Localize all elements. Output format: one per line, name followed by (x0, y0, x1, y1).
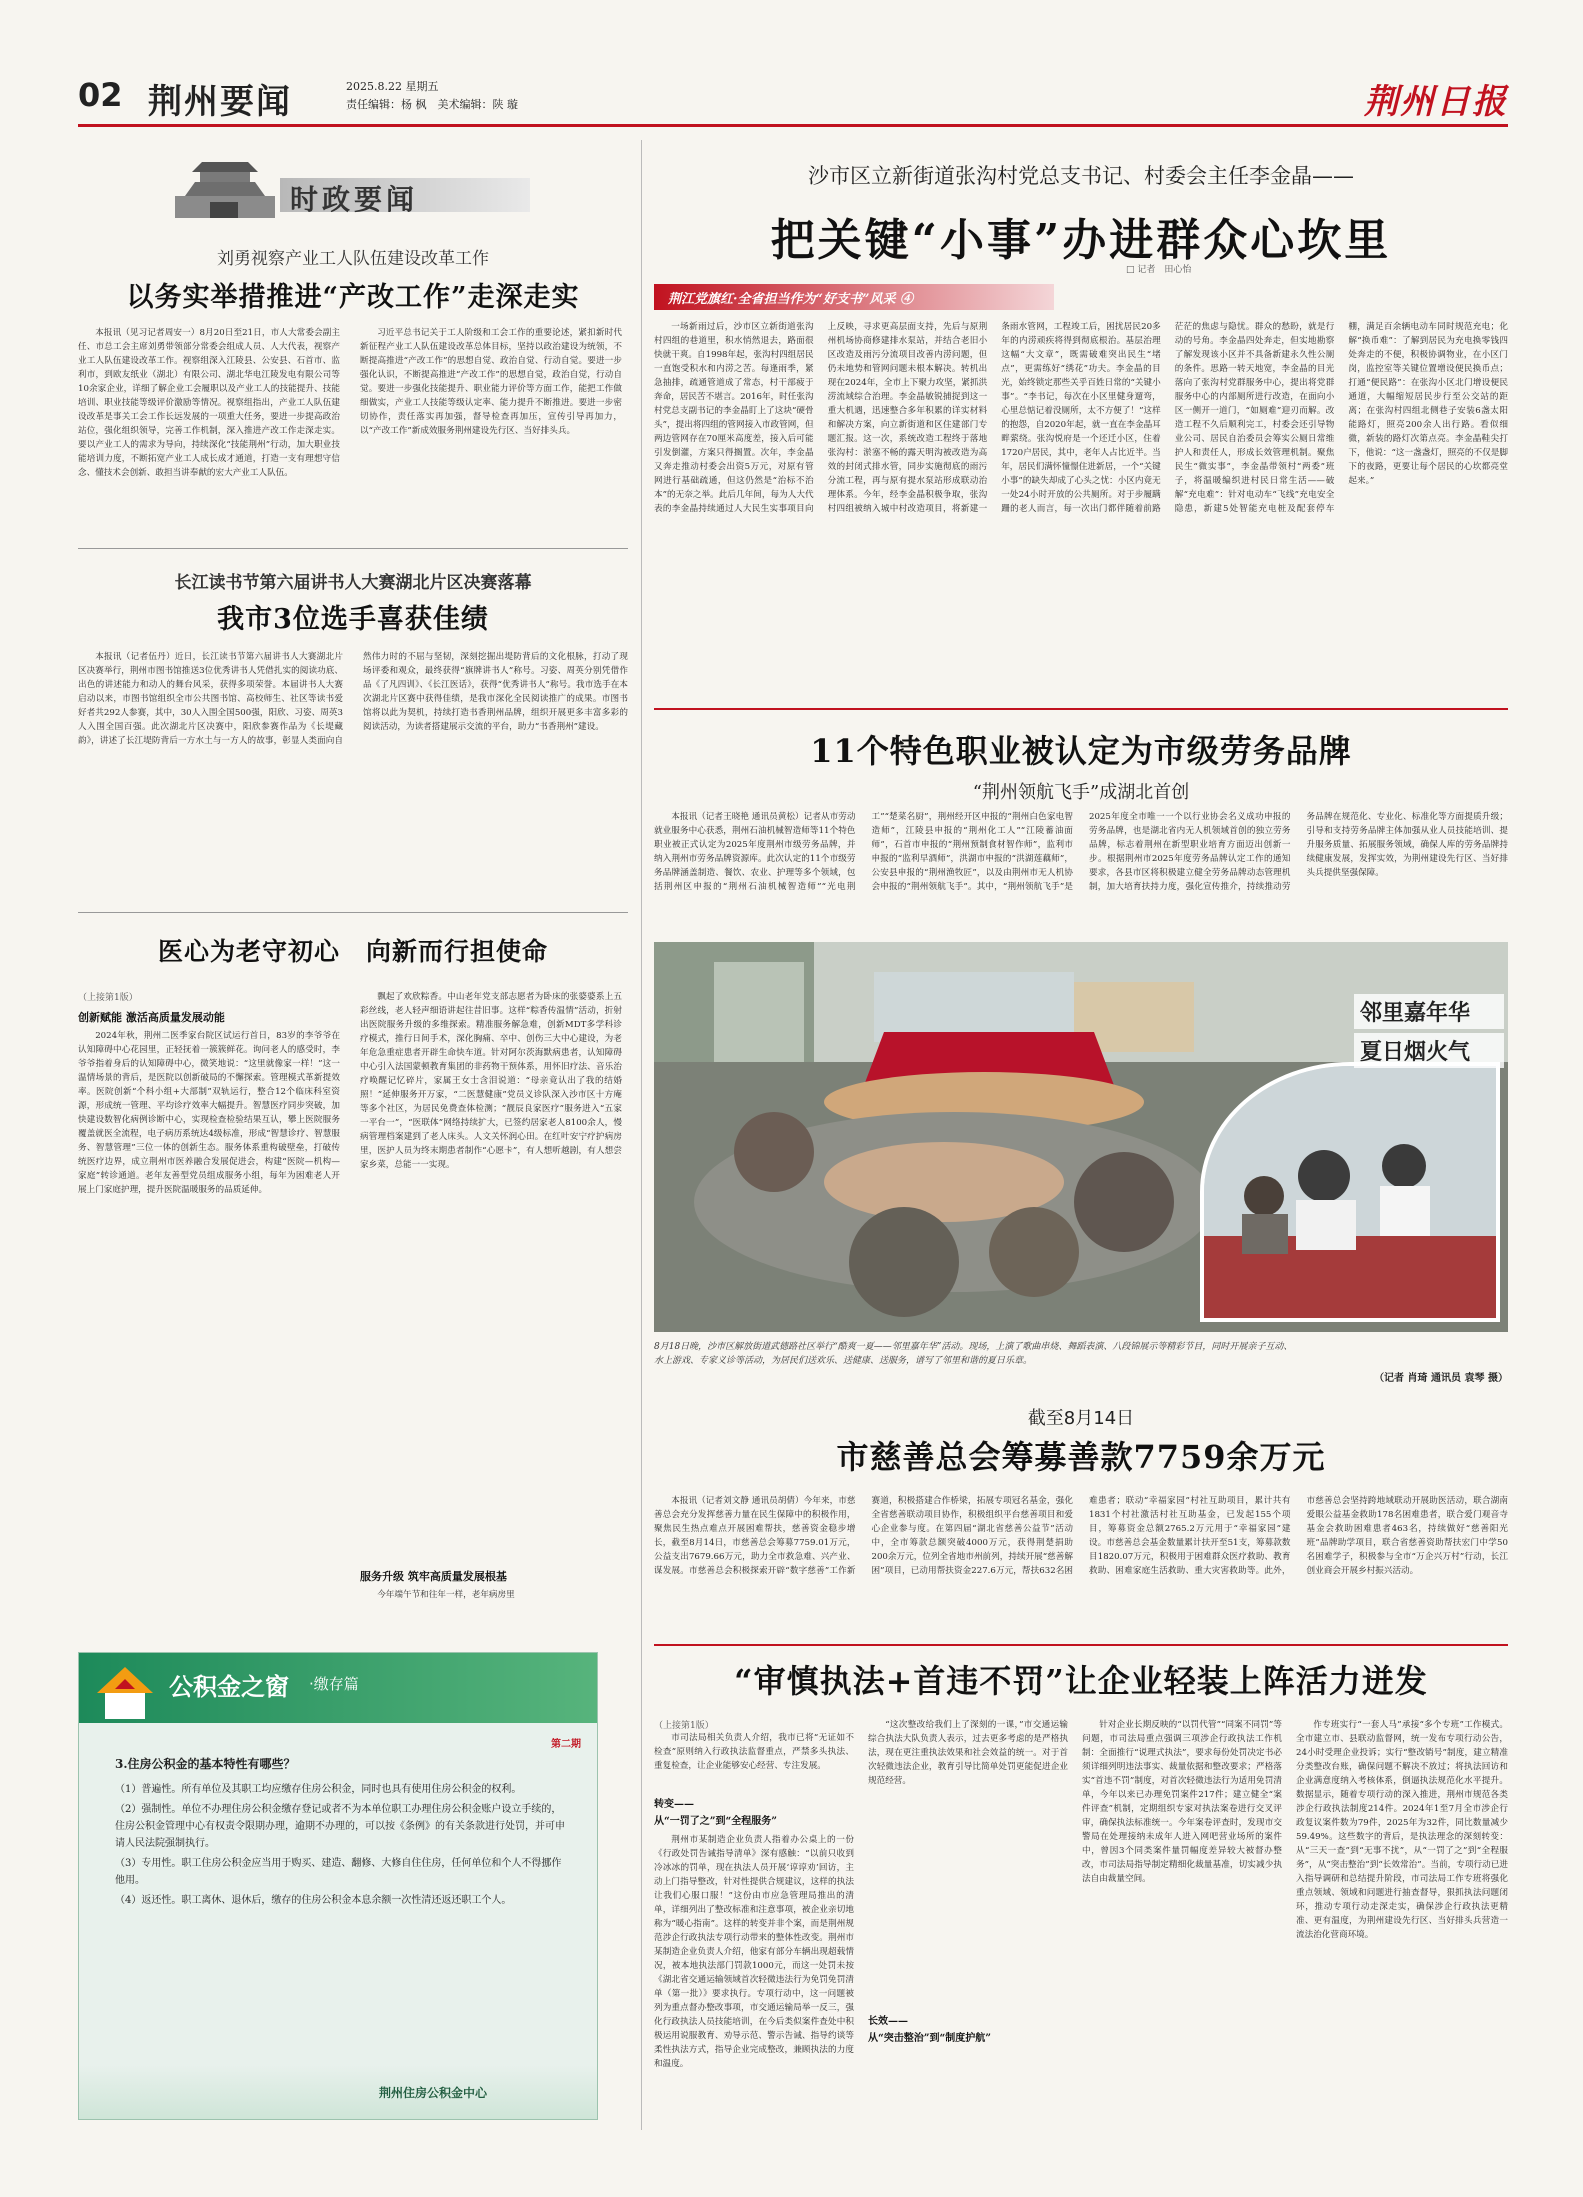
newspaper-logo: 荆州日报 (1364, 82, 1508, 122)
hpf-item: （2）强制性。单位不办理住房公积金缴存登记或者不为本单位职工办理住房公积金账户设立手续的，住房公积金管理中心有权责令限期办理，逾期不办理的，可以按《条例》的有关条款进行处罚，并可申请人民法院强制执行。 (115, 1804, 565, 1849)
article-body: 作专班实行“一套人马”承接“多个专班”工作模式。全市建立市、县联动监督网，统一发布专项行动公告，24小时受理企业投诉；实行“整改销号”制度，建立精准分类整改台账，确保问题不解决不放过；将执法回访和企业满意度纳入考核体系，倒逼执法规范化水平提升。数据显示，随着专项行动的深入推进，荆州市规范各类涉企行政执法制度214件。2024年1至7月全市涉企行政复议案件数为79件，2025年为32件，同比数量减少59.49%。这些数字的背后，是执法理念的深刻转变：从“三天一查”到“无事不扰”，从“一罚了之”到“全程服务”，从“突击整治”到“长效常治”。当前，专项行动已进入指导调研和总结提升阶段，市司法局工作专班将强化重点领域、领域和问题进行抽查督导，狠抓执法问题闭环，推动专项行动走深走实，确保涉企行政执法更精准、更有温度，为荆州建设先行区、当好排头兵营造一流法治化营商环境。 (1296, 1720, 1508, 1940)
section-title: 荆州要闻 (148, 82, 292, 122)
article-kicker: 沙市区立新街道张沟村党总支书记、村委会主任李金晶—— (808, 164, 1354, 188)
clinic-photo (1204, 1066, 1500, 1322)
section-subhead: 从“一罚了之”到“全程服务” (654, 1816, 778, 1827)
shizheng-label: 时政要闻 (290, 183, 419, 216)
article-subheadline: “荆州领航飞手”成湖北首创 (972, 782, 1190, 803)
article-body: 本报讯（记者王晓艳 通讯员黄松）记者从市劳动就业服务中心获悉，荆州石油机械智造师等11个特色职业被正式认定为2025年度荆州市级劳务品牌，并纳入荆州市劳务品牌资源库。此次认定的11个市级劳务品牌涵盖制造、餐饮、农业、护理等多个领域，包括荆州区申报的“荆州石油机械智造师”“光电荆工”“楚菜名厨”，荆州经开区申报的“荆州白色家电智造师”，江陵县申报的“荆州化工人”“江陵蓄油面师”，石首市申报的“荆州预制食材智作师”，监利市申报的“监利早酒师”，洪湖市申报的“洪湖莲藕师”，公安县申报的“荆州渔牧匠”，以及由荆州市无人机协会申报的“荆州领航飞手”。其中，“荆州领航飞手”是2025年度全市唯一一个以行业协会名义成功申报的劳务品牌，也是湖北省内无人机领域首创的独立劳务品牌，标志着荆州在新型职业培育方面迈出创新一步。根据荆州市2025年度劳务品牌认定工作的通知要求，各县市区将积极建立健全劳务品牌动态管理机制，加大培育扶持力度，强化宣传推介，持续推动劳务品牌在规范化、专业化、标准化等方面提质升级；引导和支持劳务品牌主体加强从业人员技能培训、提升服务质量、拓展服务领域，确保人库的劳务品牌持续健康发展，发挥实效，为荆州建设先行区、当好排头兵提供坚强保障。 (654, 812, 1508, 892)
article-law-enforcement (654, 1656, 1508, 2126)
article-headline: “审慎执法+首违不罚”让企业轻装上阵活力迸发 (734, 1662, 1428, 1700)
article-body: 本报讯（见习记者周安一）8月20日至21日，市人大常委会副主任、市总工会主席刘勇带领部分常委会组成人员、人大代表，视察产业工人队伍建设改革工作。视察组深入江陵县、公安县、石首市、监利市，到欧友纸业（湖北）有限公司、湖北华电江陵发电有限公司等10余家企业，详细了解企业工会履职以及产业工人的技能提升、技能培训、职业技能等级评价激励等情况。视察组指出，产业工人队伍建设改革是事关工会工作长远发展的一项重大任务，要进一步提高政治站位，强化组织领导，完善工作机制，深入推进产改工作走深走实。要以产业工人的需求为导向，持续深化“技能荆州”行动，加大职业技能培训力度，不断拓宽产业工人成长成才通道，打造一支有理想守信念、懂技术会创新、敢担当讲奉献的宏大产业工人队伍。 (78, 328, 340, 478)
photo-inset (1200, 1062, 1500, 1322)
article-headline: 医心为老守初心 向新而行担使命 (157, 937, 548, 966)
article-body: 本报讯（记者伍丹）近日，长江读书节第六届讲书人大赛湖北片区决赛举行，荆州市图书馆推送3位优秀讲书人凭借扎实的阅读功底、出色的讲述能力和动人的舞台风采，获得多项荣誉。本届讲书人大赛启动以来，市图书馆组织全市公共图书馆、高校师生、社区等读书爱好者共292人参赛，其中，30人入围全国500强，阳欣、习姿、周英3人入围全国百强。此次湖北片区决赛中，阳欣参赛作品为《长堤藏韵》，讲述了长江堤防背后一方水土与一方人的故事，彰显人类面向自然伟力时的不屈与坚韧，深刻挖掘出堤防背后的文化根脉，打动了现场评委和观众，最终获得“旗牌讲书人”称号。习姿、周英分别凭借作品《了凡四训》、《长江医话》，获得“优秀讲书人”称号。我市选手在本次湖北片区赛中获得佳绩，是我市深化全民阅读推广的成果。市图书馆将以此为契机，持续打造书香荆州品牌，组织开展更多丰富多彩的阅读活动，为读者搭建展示交流的平台，助力“书香荆州”建设。 (78, 652, 628, 746)
photo-title-line2: 夏日烟火气 (1354, 1033, 1504, 1068)
section-kicker: 长效—— (868, 2016, 908, 2027)
hpf-footer (79, 2065, 597, 2119)
hpf-items (115, 1781, 565, 1909)
article-body: 2024年秋，荆州二医季家台院区试运行首日，83岁的李爷爷在认知障碍中心花园里，正轻抚着一簇簇鲜花。询问老人的感受时，李爷爷指着身后的认知障碍中心，微笑地说：“这里就像家一样！”这一温情场景的背后，是医院以创新破局的不懈探索。管理模式革新提效率。医院创新“个科小组+大部制”双轨运行，整合12个临床科室资源，形成统一管理、平均诊疗效率大幅提升。智慧医疗同步突破，加快建设数智化病例诊断中心，实现检查检验结果互认，攀上医院服务覆盖就医全流程，电子病历系统达4级标准，形成“智慧诊疗、智慧服务、智慧管理”三位一体的创新生态。服务体系重构破壁垒，打破传统医疗边界，成立荆州市医养融合发展促进会，构建“医院—机构—家庭”转诊通道。老年友善型党员组成服务小组，每年为困难老人开展上门家庭护理，提升医院温暖服务的品质延伸。 (78, 1031, 340, 1195)
article-body-col2: 飘起了欢欣粽香。中山老年党支部志愿者为卧床的张婆婆系上五彩丝线，老人轻声细语讲起往昔旧事。这样“粽香传温情”活动，折射出医院服务升级的多维探索。精准服务解急难，创新MDT多学科诊疗模式，推行日间手术，深化胸痛、卒中、创伤三大中心建设，为老年危急重症患者开辟生命快车道。针对阿尔茨海默病患者，认知障碍中心引入法国蒙顿教育集团的非药物干预体系，用怀旧疗法、音乐治疗唤醒记忆碎片，家属王女士含泪说道：“母亲竟认出了我的结婚照！”延伸服务开万家，“二医慧健康”党员义诊队深入沙市区十方庵等多个社区，为居民免费查体检测；“靓辰良家医疗”服务进入“五家一平台一”，“医联体”网络持续扩大，已签约居家老人8100余人，慢病管理档案建到了老人床头。人文关怀润心田。在红叶安宁疗护病房里，医护人员为终末期患者制作“心愿卡”，有人想听越剧，有人想尝家乡菜，总能一一实现。 (360, 992, 622, 1170)
article-body: 荆州市某制造企业负责人指着办公桌上的一份《行政处罚告诫指导清单》深有感触：“以前只收到冷冰冰的罚单，现在执法人员开展‘谆谆劝’回访，主动上门指导整改，针对性提供合规建议，这样的执法让我们心服口服！”这份由市应急管理局推出的清单，详细列出了整改标准和注意事项，被企业亲切地称为“暖心指南”。这样的转变并非个案，而是荆州规范涉企行政执法专项行动带来的整体性改变。荆州市某制造企业负责人介绍，他家有部分车辆出现超载情况，被本地执法部门罚款1000元，而这一处罚未按《湖北省交通运输领域首次轻微违法行为免罚免罚清单（第一批）》要求执行。专项行动中，这一问题被列为重点督办整改事项，市交通运输局举一反三，强化行政执法人员技能培训，在今后类似案件查处中积极运用说服教育、劝导示范、警示告诫、指导约谈等柔性执法方式，指导企业完成整改，兼顾执法的力度和温度。 (654, 1835, 854, 2069)
article-reading-contest (78, 568, 628, 908)
article-headline: 把关键“小事”办进群众心坎里 (770, 215, 1392, 266)
shizheng-banner (170, 160, 530, 220)
article-labor-brand (654, 726, 1508, 936)
hpf-banner-subtitle: ·缴存篇 (309, 1675, 359, 1693)
photo-credit: （记者 肖琦 通讯员 袁琴 摄） (1374, 1373, 1508, 1384)
article-body: 市司法局相关负责人介绍，我市已将“无证如不检查”原则纳入行政执法监督重点，严禁多头执法、重复检查，让企业能够安心经营、专注发展。 (654, 1733, 854, 1771)
article-headline: 以务实举措推进“产改工作”走深走实 (126, 282, 580, 313)
page-number: 02 (78, 76, 123, 114)
article-medical (78, 932, 628, 1632)
housing-fund-box (78, 1652, 598, 2120)
photo-caption-box (654, 1340, 1508, 1384)
hpf-item: （3）专用性。职工住房公积金应当用于购买、建造、翻修、大修自住住房，任何单位和个人不得挪作他用。 (115, 1858, 562, 1886)
photo-title-box (1354, 994, 1504, 1068)
hpf-question: 3.住房公积金的基本特性有哪些？ (115, 1757, 296, 1771)
masthead-rule (78, 124, 1508, 127)
photo-caption: 8月18日晚，沙市区解放街道武德路社区举行“酷爽一夏——邻里嘉年华”活动。现场，上演了歌曲串烧、舞蹈表演、八段锦展示等精彩节目，同时开展亲子互动、水上游戏、专家义诊等活动，为居民们送欢乐、送健康、送服务，谱写了邻里和谐的夏日乐章。 (654, 1342, 1293, 1366)
hpf-org: 荆州住房公积金中心 (379, 2086, 488, 2100)
article-body-tail: 今年端午节和往年一样，老年病房里 (377, 1590, 515, 1600)
article-body: “这次整改给我们上了深刻的一课，”市交通运输综合执法大队负责人表示，过去更多考虑的是严格执法，现在更注重执法效果和社会效益的统一。对于首次轻微违法企业，教育引导比简单处罚更能促进企业规范经营。 (868, 1720, 1068, 1786)
article-labor-union (78, 244, 628, 544)
issue-editors: 责任编辑：杨 枫 美术编辑：陕 璇 (346, 98, 518, 111)
section-subhead: 服务升级 筑牢高质量发展根基 (360, 1570, 507, 1583)
article-subtitle: 刘勇视察产业工人队伍建设改革工作 (217, 249, 489, 269)
continued-note: （上接第1版） (654, 1721, 714, 1731)
masthead (78, 72, 1508, 120)
hpf-item: （4）返还性。职工离休、退休后，缴存的住房公积金本息余额一次性清还返还职工个人。 (115, 1895, 512, 1906)
photo-title-line1: 邻里嘉年华 (1354, 994, 1504, 1029)
article-headline: 11个特色职业被认定为市级劳务品牌 (810, 732, 1352, 770)
article-body-col2: 习近平总书记关于工人阶级和工会工作的重要论述，紧扣新时代新征程产业工人队伍建设改革总体目标，坚持以政治建设为统领，不断提高推进“产改工作”的思想自觉、政治自觉、行动自觉。要进一步强化认识，不断提高推进“产改工作”的思想自觉，政治自觉，行动自觉。要进一步强化技能提升、职业能力评价等方面工作，能把工作做细做实，产业工人技能等级认定率、能力提升不断推进。要进一步密切协作，责任落实再加强，督导检查再加压，宣传引导再加力，以“产改工作”新成效服务荆州建设先行区、当好排头兵。 (360, 328, 622, 436)
article-kicker: 截至8月14日 (1027, 1408, 1135, 1429)
continued-note: （上接第1版） (78, 993, 138, 1003)
article-body: 针对企业长期反映的“以罚代管”“同案不同罚”等问题，市司法局重点强调三项涉企行政执法工作机制：全面推行“说理式执法”，要求每份处罚决定书必须详细列明违法事实、裁量依据和整改要求；严格落实“首违不罚”制度，对首次轻微违法行为适用免罚清单，今年以来已办理免罚案件217件；建立健全“案件评查”机制，定期组织专家对执法案卷进行交叉评审，确保执法标准统一。今年案卷评查时，发现市交警局在处理接纳未成年人进入网吧营业场所的案件中，曾因3个同类案件量罚幅度差异较大被督办整改，市司法局指导制定精细化裁量基准，切实减少执法自由裁量空间。 (1082, 1720, 1282, 1884)
article-headline: 市慈善总会筹募善款7759余万元 (836, 1438, 1326, 1476)
photo-feature (654, 942, 1508, 1332)
hpf-item: （1）普遍性。所有单位及其职工均应缴存住房公积金，同时也具有使用住房公积金的权利。 (115, 1784, 522, 1795)
article-headline: 我市3位选手喜获佳绩 (217, 604, 489, 635)
article-body: 一场新雨过后，沙市区立新街道张沟村四组的巷道里，积水悄然退去，路面很快就干爽。自1998年起，张沟村四组居民一直饱受积水和内涝之苦。每逢雨季，紧急抽排，疏通管道成了常态，村干部疲于奔命，居民苦不堪言。2016年，时任张沟村党总支副书记的李金晶盯上了这块“硬骨头”，提出将四组的管网接入市政管网，但两边管网存在70厘米高度差，接入后可能引发倒灌，方案只得搁置。次年，李金晶又奔走推动村委会出资5万元，对原有管网进行基础疏通，但这仍然是“治标不治本”的无奈之举。此后几年间，每为人大代表的李金晶持续通过人大民生实事项目向上反映，寻求更高层面支持，先后与原荆州机场协商修建排水泵站，并结合老旧小区改造及雨污分流项目改善内涝问题，但仍未地势和管网问题未根本解决。转机出现在2024年，全市上下聚力攻坚，紧抓洪涝流域综合治理。李金晶敏锐捕捉到这一重大机遇，迅速整合多年积累的详实材料和解决方案，向立新街道和区住建部门专题汇报。这一次，系统改造工程终于落地张沟村：淤塞不畅的露天明沟被改造为高效的封闭式排水管，同步实施彻底的雨污分流工程，再与原有提水泵站形成联动治理体系。今年，经李金晶积极争取，张沟村四组被纳入城中村改造项目，将新建一条雨水管网，工程竣工后，困扰居民20多年的内涝顽疾将得到彻底根治。基层治理这幅“大文章”，既需破难突出民生“堵点”，更需练好“绣花”功夫。李金晶的目光，始终锁定那些关乎百姓日常的“关键小事”。“李书记，每次在小区里健身遛弯，心里总惦记着没厕所，太不方便了！”这样的抱怨，自2020年起，就一直在李金晶耳畔萦绕。张沟悦府是一个还迁小区，住着1720户居民，其中，老年人占比近半。当年，居民们满怀憧憬住进新居，一个“关键小事”的缺失却成了心头之忧：小区内竟无一处24小时开放的公共厕所。对于步履蹒跚的老人而言，每一次出门都伴随着前路茫茫的焦虑与隐忧。群众的愁盼，就是行动的号角。李金晶四处奔走，但实地勘察了解发现该小区并不具备新建永久性公厕的条件。思路一转天地宽，李金晶的目光落向了张沟村党群服务中心，提出将党群服务中心的内部厕所进行改造，在面向小区一侧开一道门，“如厕难”迎刃而解。改造工程不久后顺利完工，村委会还引导物业公司、居民自治委员会筹实公厕日常维护人和责任人，形成长效管理机制。聚焦民生“微实事”，李金晶带领村“两委”班子，将温暖编织进村民日常生活——破解“充电难”：针对电动车“飞线”充电安全隐患，新建5处智能充电桩及配套停车棚，满足百余辆电动车同时规范充电；化解“换币难”：了解到居民为充电换零钱四处奔走的不便，积极协调物业，在小区门岗，监控室等关键位置增设便民换币点；打通“便民路”：在张沟小区北门增设便民通道，大幅缩短居民步行至公交站的距离；在张沟村四组北侧巷子安装6盏太阳能路灯，照亮200余人出行路。看似细微，新装的路灯次第点亮。李金晶鞋尖打下，他说：“这一盏盏灯，照亮的不仅是脚下的夜路，更要让每个居民的心坎都亮堂起来。” (654, 322, 1508, 514)
series-banner-text: 荆江党旗红·全省担当作为“好支书”风采 ④ (668, 292, 914, 307)
city-gate-icon (170, 160, 280, 220)
article-body: 本报讯（记者刘文静 通讯员胡倩）今年来，市慈善总会充分发挥慈善力量在民生保障中的积极作用，聚焦民生热点难点开展困难帮扶，慈善资金稳步增长，截至8月14日，市慈善总会筹募7759.01万元，公益支出7679.66万元，助力全市救急难、兴产业、谋发展。市慈善总会积极探索开辟“数字慈善”工作新赛道，积极搭建合作桥梁，拓展专项冠名基金，强化全省慈善联动项目协作，积极组织平台慈善项目和爱心企业参与度。在第四届“湖北省慈善公益节”活动中，全市筹款总额突破4000万元，获得荆楚捐助200余万元，位列全省地市州前列，持续开展“慈善解困”项目，已动用帮扶资金227.6万元，帮扶632名困难患者；联动“幸福家园”村社互助项目，累计共有1831个村社激活村社互助基金，已发起155个项目，筹募资金总额2765.2万元用于“幸福家园”建设。市慈善总会基金数量累计扶开至51支，筹募款数目1820.07万元，积极用于困难群众医疗救助、教育救助、困难家庭生活救助、重大灾害救助等。此外，市慈善总会坚持跨地域联动开展助医活动，联合湖南爱眼公益基金救助178名困难患者，联合爱门观音寺基金会救助困难患者463名，持续做好“慈善阳光班”品牌助学项目，联合省慈善资助帮扶宏门中学50名困难学子，积极参与全市“万企兴万村”行动，长江创业商会开展乡村振兴活动。 (654, 1496, 1508, 1576)
article-charity (654, 1404, 1508, 1634)
hpf-banner-title: 公积金之窗 (169, 1673, 289, 1701)
section-subhead: 创新赋能 激活高质量发展动能 (78, 1011, 225, 1024)
section-kicker: 转变—— (654, 1799, 694, 1810)
section-subhead: 从“突击整治”到“制度护航” (868, 2033, 992, 2044)
hpf-issue: 第二期 (551, 1739, 581, 1750)
article-byline: □ 记者 田心怡 (1126, 265, 1192, 275)
article-subtitle: 长江读书节第六届讲书人大赛湖北片区决赛落幕 (174, 573, 532, 593)
article-lead (654, 160, 1508, 700)
house-logo-icon (93, 1663, 157, 1727)
issue-date: 2025.8.22 星期五 (346, 80, 439, 93)
